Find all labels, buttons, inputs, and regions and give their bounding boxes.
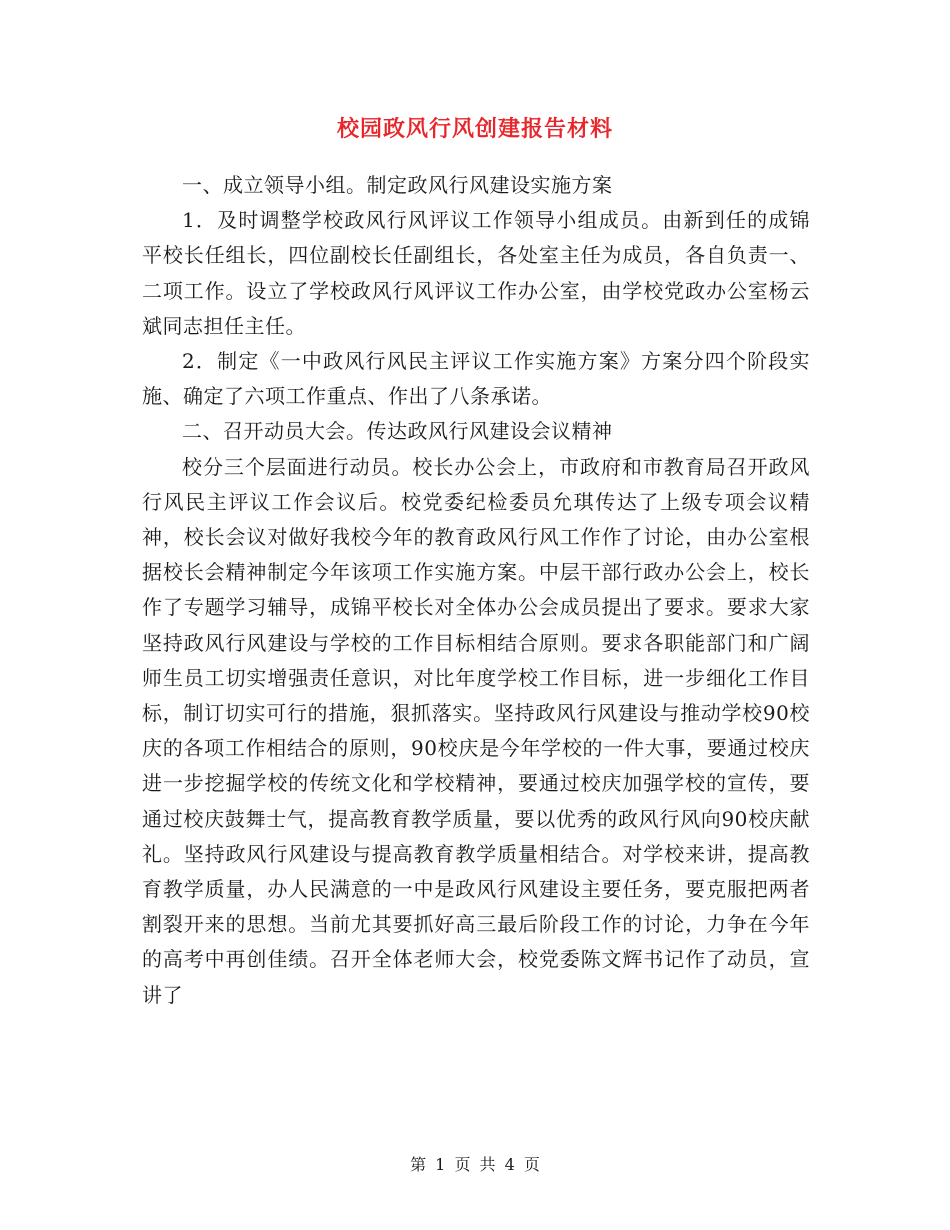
paragraph-mobilization: 校分三个层面进行动员。校长办公会上，市政府和市教育局召开政风行风民主评议工作会议后。校党委纪检委员允琪传达了上级专项会议精神，校长会议对做好我校今年的教育政风行风工作作了讨论，由办公室根据校长会精神制定今年该项工作实施方案。中层干部行政办公会上，校长作了专题学习辅导，成锦平校长对全体办公会成员提出了要求。要求大家坚持政风行风建设与学校的工作目标相结合原则。要求各职能部门和广阔师生员工切实增强责任意识，对比年度学校工作目标，进一步细化工作目标，制订切实可行的措施，狠抓落实。坚持政风行风建设与推动学校90校庆的各项工作相结合的原则，90校庆是今年学校的一件大事，要通过校庆进一步挖掘学校的传统文化和学校精神，要通过校庆加强学校的宣传，要通过校庆鼓舞士气，提高教育教学质量，要以优秀的政风行风向90校庆献礼。坚持政风行风建设与提高教育教学质量相结合。对学校来讲，提高教育教学质量，办人民满意的一中是政风行风建设主要任务，要克服把两者割裂开来的思想。当前尤其要抓好高三最后阶段工作的讨论，力争在今年的高考中再创佳绩。召开全体老师大会，校党委陈文辉书记作了动员，宣讲了 bbox=[142, 454, 810, 1007]
document-title: 校园政风行风创建报告材料 bbox=[336, 116, 613, 142]
heading-section-1: 一、成立领导小组。制定政风行风建设实施方案 bbox=[182, 173, 613, 197]
paragraph-item-1: 1．及时调整学校政风行风评议工作领导小组成员。由新到任的成锦平校长任组长，四位副校长任副组长，各处室主任为成员，各自负责一、二项工作。设立了学校政风行风评议工作办公室，由学校党政办公室杨云斌同志担任主任。 bbox=[142, 208, 810, 338]
paragraph-item-2: 2．制定《一中政风行风民主评议工作实施方案》方案分四个阶段实施、确定了六项工作重点、作出了八条承诺。 bbox=[142, 349, 810, 409]
page-number-footer: 第 1 页 共 4 页 bbox=[410, 1155, 540, 1174]
document-body bbox=[142, 168, 810, 1013]
heading-section-2: 二、召开动员大会。传达政风行风建设会议精神 bbox=[182, 419, 613, 444]
